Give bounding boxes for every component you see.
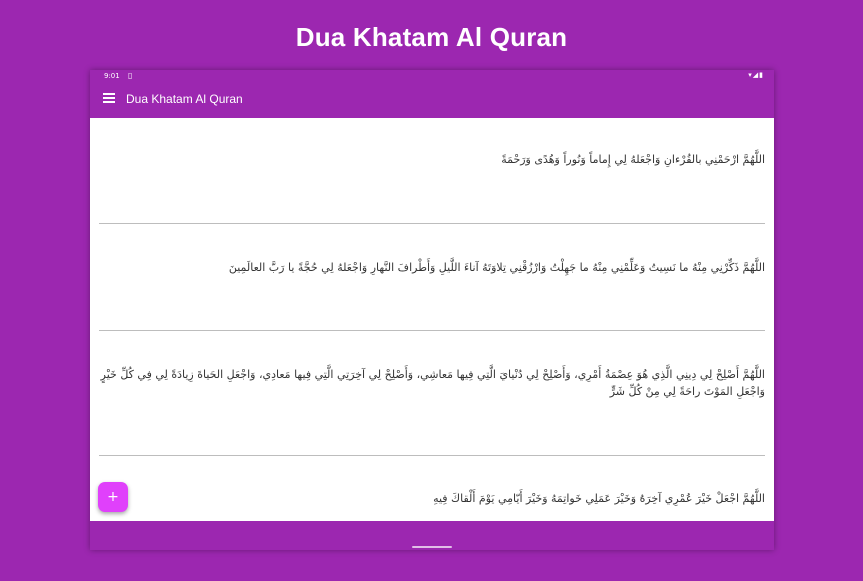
dua-list[interactable] — [90, 118, 774, 521]
dua-item[interactable]: اللَّهُمَّ ارْحَمْنِي بالقُرْءانِ وَاجْعَلهُ لِي إِماماً وَنُوراً وَهُدًى وَرَحْمَةً — [501, 153, 765, 166]
hamburger-menu-icon[interactable] — [103, 93, 115, 103]
app-bar — [90, 83, 774, 118]
divider — [99, 330, 765, 331]
promo-title: Dua Khatam Al Quran — [295, 22, 568, 52]
plus-icon: + — [107, 489, 119, 505]
divider — [99, 455, 765, 456]
navigation-bar — [90, 521, 774, 550]
status-icons: ▾◢▮ — [748, 71, 764, 79]
dua-item[interactable]: اللَّهُمَّ ذَكِّرْنِي مِنْهُ ما نَسِيتُ وَعَلِّمْنِي مِنْهُ ما جَهِلْتُ وَارْزُقْنِي تِلاوَتَهُ آناءَ اللَّيلِ وَأَطْرافَ النَّهارِ وَاجْعَلهُ لِي حُجَّةً يا رَبَّ العالَمِينَ — [228, 261, 765, 274]
home-indicator[interactable] — [412, 546, 452, 548]
status-time: 9:01 — [104, 72, 120, 80]
sim-card-icon: ▯ — [128, 71, 133, 80]
dua-item[interactable]: اللَّهُمَّ اجْعَلْ خَيْرَ عُمْرِي آخِرَهُ وَخَيْرَ عَمَلِي خَواتِمَهُ وَخَيْرَ أَيّامِي يَوْمَ أَلْقاكَ فِيهِ — [433, 492, 765, 505]
app-title: Dua Khatam Al Quran — [126, 92, 243, 106]
status-bar — [90, 70, 774, 83]
add-fab-button[interactable] — [98, 482, 128, 512]
divider — [99, 223, 765, 224]
dua-item[interactable]: اللَّهُمَّ أَصْلِحْ لِي دِينِي الَّذِي هُوَ عِصْمَةُ أَمْرِي، وَأَصْلِحْ لِي دُنْيايَ الَّتِي فِيها مَعاشِي، وَأَصْلِحْ لِي آخِرَتِي الَّتِي فِيها مَعادِي، وَاجْعَلِ الحَياةَ زِيادَةً لِي فِي كُلِّ خَيْرٍ وَاجْعَلِ المَوْتَ راحَةً لِي مِنْ كُلِّ شَرٍّ — [100, 368, 765, 398]
device-screen — [90, 70, 774, 550]
